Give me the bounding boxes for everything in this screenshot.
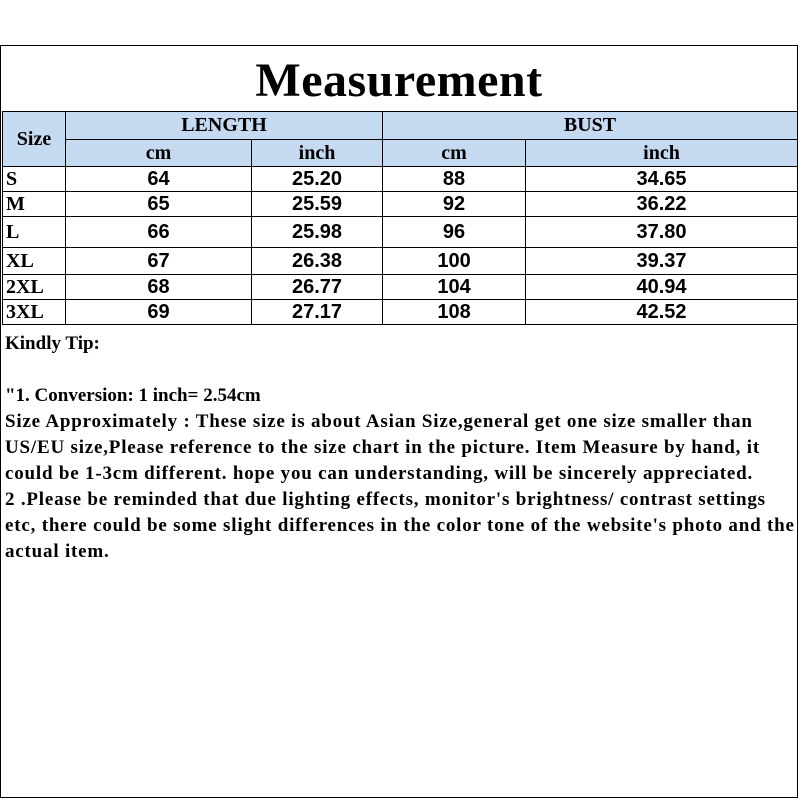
length-cm-cell: 69 xyxy=(66,300,252,325)
notes-heading: Kindly Tip: xyxy=(5,333,100,354)
notes-spacer xyxy=(5,357,795,383)
bust-group-header: BUST xyxy=(383,112,798,140)
bust-inch-header: inch xyxy=(526,140,798,167)
bust-inch-cell: 34.65 xyxy=(526,167,798,192)
notes-section xyxy=(5,331,795,565)
page-title: Measurement xyxy=(255,54,543,107)
table-row xyxy=(3,167,798,192)
bust-cm-cell: 104 xyxy=(383,275,526,300)
color-difference-note: 2 .Please be reminded that due lighting effects, monitor's brightness/ contrast settings etc, there could be some slight differences in the color tone of the website's photo and the actual item. xyxy=(5,489,795,562)
length-inch-cell: 25.20 xyxy=(252,167,383,192)
size-label-cell: M xyxy=(3,192,66,217)
size-approximately-note: Size Approximately : These size is about Asian Size,general get one size smaller than US/EU size,Please reference to the size chart in the picture. Item Measure by hand, it could be 1-3cm different. hope you can understanding, will be sincerely appreciated. xyxy=(5,411,760,484)
size-table xyxy=(2,111,798,325)
table-group-header-row xyxy=(3,112,798,140)
size-label-cell: 2XL xyxy=(3,275,66,300)
size-label-cell: 3XL xyxy=(3,300,66,325)
bust-cm-cell: 92 xyxy=(383,192,526,217)
bust-cm-cell: 108 xyxy=(383,300,526,325)
bust-inch-cell: 37.80 xyxy=(526,217,798,248)
table-row xyxy=(3,300,798,325)
length-inch-cell: 25.98 xyxy=(252,217,383,248)
bust-inch-cell: 40.94 xyxy=(526,275,798,300)
conversion-note: "1. Conversion: 1 inch= 2.54cm xyxy=(5,385,261,406)
length-cm-cell: 66 xyxy=(66,217,252,248)
size-column-header: Size xyxy=(3,112,66,167)
bust-inch-cell: 39.37 xyxy=(526,248,798,275)
length-inch-header: inch xyxy=(252,140,383,167)
length-inch-cell: 26.38 xyxy=(252,248,383,275)
length-cm-cell: 68 xyxy=(66,275,252,300)
length-cm-header: cm xyxy=(66,140,252,167)
table-row xyxy=(3,192,798,217)
size-label-cell: L xyxy=(3,217,66,248)
table-row xyxy=(3,217,798,248)
bust-cm-cell: 96 xyxy=(383,217,526,248)
size-chart-sheet xyxy=(0,45,798,798)
length-inch-cell: 25.59 xyxy=(252,192,383,217)
bust-cm-header: cm xyxy=(383,140,526,167)
length-cm-cell: 65 xyxy=(66,192,252,217)
bust-inch-cell: 36.22 xyxy=(526,192,798,217)
table-unit-header-row xyxy=(3,140,798,167)
bust-cm-cell: 100 xyxy=(383,248,526,275)
length-inch-cell: 27.17 xyxy=(252,300,383,325)
length-inch-cell: 26.77 xyxy=(252,275,383,300)
table-row xyxy=(3,248,798,275)
bust-inch-cell: 42.52 xyxy=(526,300,798,325)
size-label-cell: S xyxy=(3,167,66,192)
table-row xyxy=(3,275,798,300)
bust-cm-cell: 88 xyxy=(383,167,526,192)
length-cm-cell: 64 xyxy=(66,167,252,192)
length-cm-cell: 67 xyxy=(66,248,252,275)
size-label-cell: XL xyxy=(3,248,66,275)
size-table-body xyxy=(3,167,798,325)
length-group-header: LENGTH xyxy=(66,112,383,140)
